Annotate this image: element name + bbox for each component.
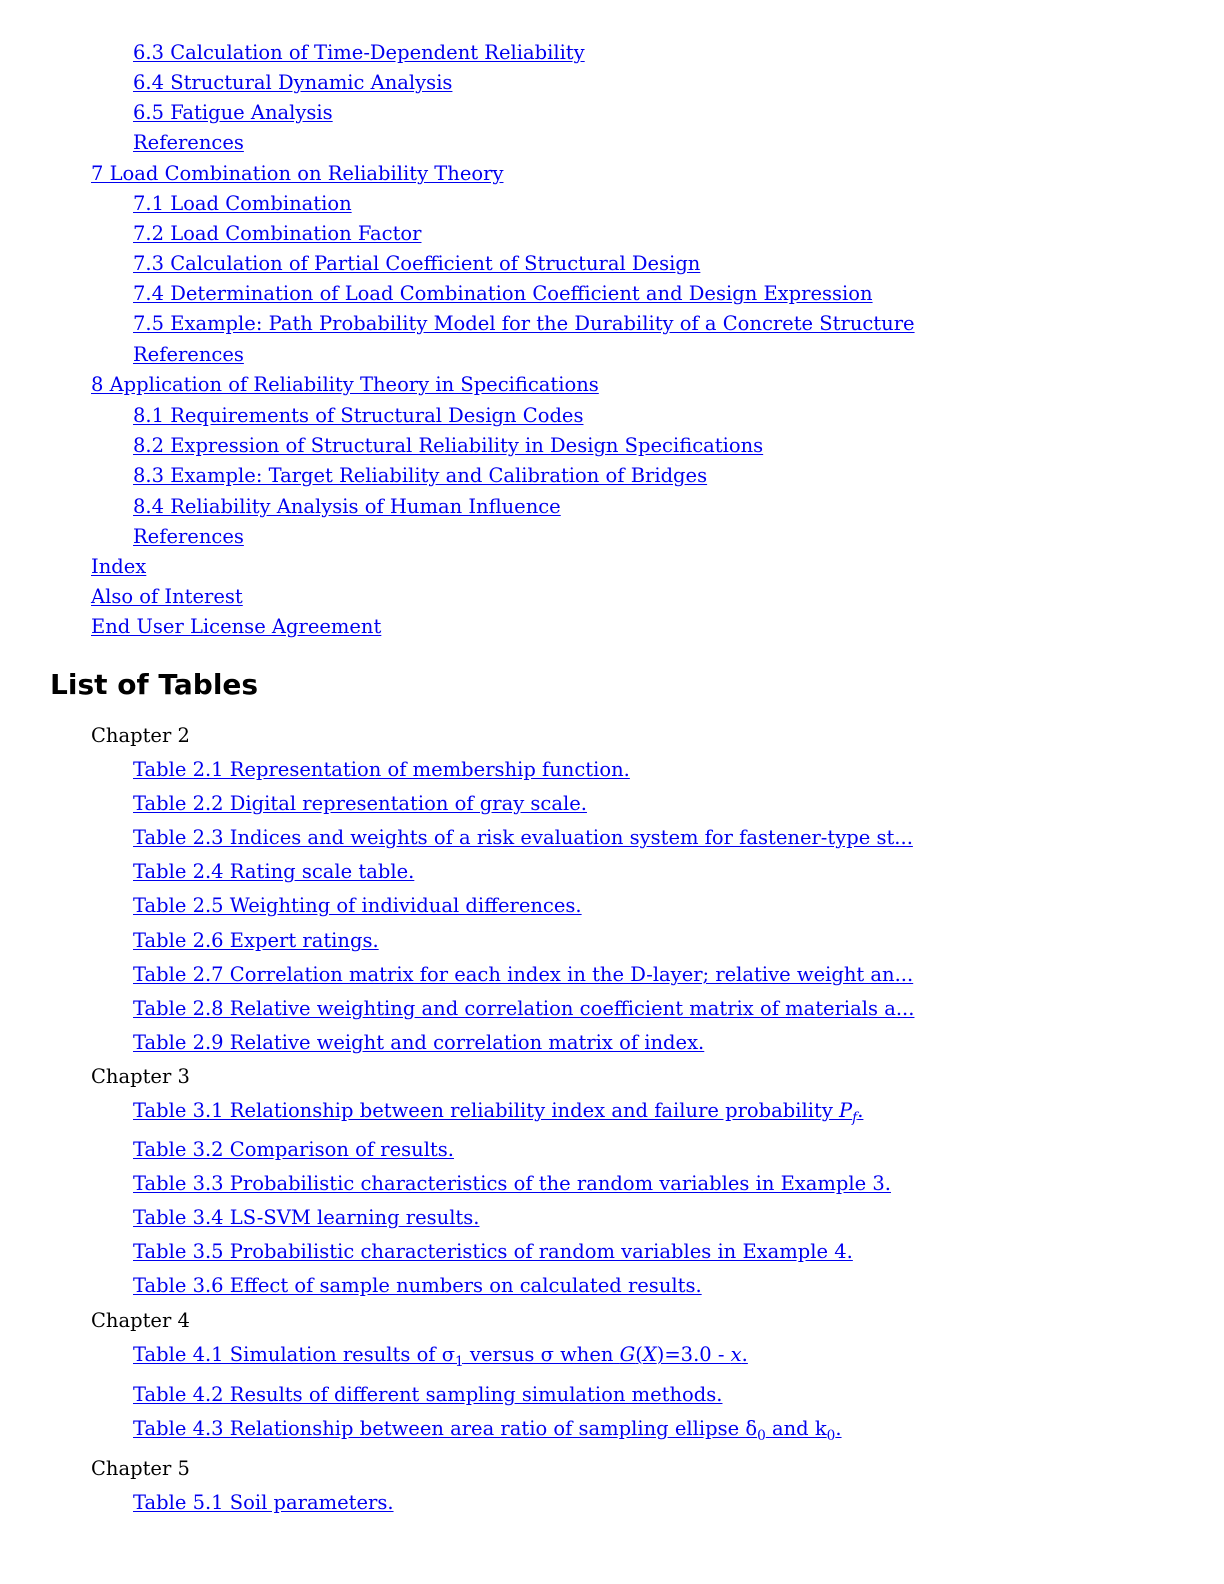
table-link-text: versus σ when <box>463 1343 620 1366</box>
table-link-2-3[interactable]: Table 2.3 Indices and weights of a risk evaluation system for fastener-type st... <box>133 826 913 849</box>
table-link-2-5[interactable]: Table 2.5 Weighting of individual differences. <box>133 894 582 917</box>
table-link-3-3[interactable]: Table 3.3 Probabilistic characteristics of the random variables in Example 3. <box>133 1172 891 1195</box>
table-link-2-6[interactable]: Table 2.6 Expert ratings. <box>133 929 379 952</box>
chapter-label: Chapter 2 <box>91 724 190 747</box>
toc-entry <box>133 312 915 336</box>
table-link-text: Table 3.1 Relationship between reliability index and failure probability <box>133 1099 840 1122</box>
table-entry <box>133 929 379 953</box>
toc-entry <box>133 192 352 216</box>
table-link-5-1[interactable]: Table 5.1 Soil parameters. <box>133 1491 394 1514</box>
math-symbol: P <box>839 1099 853 1122</box>
math-subscript: 0 <box>757 1427 766 1444</box>
toc-entry <box>133 71 452 95</box>
toc-entry <box>133 525 244 549</box>
toc-link-8-2[interactable]: 8.2 Expression of Structural Reliability in Design Specifications <box>133 434 764 457</box>
toc-link-7-3[interactable]: 7.3 Calculation of Partial Coefficient of Structural Design <box>133 252 701 275</box>
toc-entry <box>133 495 561 519</box>
toc-entry <box>133 404 583 428</box>
toc-entry <box>133 282 873 306</box>
toc-entry <box>91 555 146 579</box>
math-paren: ( <box>635 1343 643 1366</box>
toc-link-chapter-7[interactable]: 7 Load Combination on Reliability Theory <box>91 162 504 185</box>
math-symbol: x <box>730 1343 742 1366</box>
table-link-2-2[interactable]: Table 2.2 Digital representation of gray scale. <box>133 792 587 815</box>
toc-link-eula[interactable]: End User License Agreement <box>91 615 382 638</box>
toc-entry <box>133 222 421 246</box>
table-entry <box>133 860 414 884</box>
table-entry <box>133 826 913 850</box>
table-link-4-1[interactable] <box>133 1343 748 1370</box>
table-entry <box>133 1343 748 1374</box>
toc-link-8-4[interactable]: 8.4 Reliability Analysis of Human Influence <box>133 495 561 518</box>
table-link-3-2[interactable]: Table 3.2 Comparison of results. <box>133 1138 454 1161</box>
toc-link-7-5[interactable]: 7.5 Example: Path Probability Model for the Durability of a Concrete Structure <box>133 312 915 335</box>
math-subscript: 0 <box>826 1427 836 1444</box>
toc-link-index[interactable]: Index <box>91 555 147 578</box>
toc-entry <box>91 585 243 609</box>
toc-link-7-1[interactable]: 7.1 Load Combination <box>133 192 352 215</box>
table-entry <box>133 1240 853 1264</box>
toc-link-references-7[interactable]: References <box>133 343 244 366</box>
table-entry <box>133 1491 394 1515</box>
table-link-2-7[interactable]: Table 2.7 Correlation matrix for each index in the D-layer; relative weight an... <box>133 963 914 986</box>
toc-link-references-8[interactable]: References <box>133 525 244 548</box>
toc-link-also-of-interest[interactable]: Also of Interest <box>91 585 243 608</box>
table-entry <box>133 1031 704 1055</box>
chapter-label: Chapter 5 <box>91 1457 190 1480</box>
toc-link-7-4[interactable]: 7.4 Determination of Load Combination Coefficient and Design Expression <box>133 282 873 305</box>
toc-link-6-3[interactable]: 6.3 Calculation of Time-Dependent Reliability <box>133 41 585 64</box>
math-expression: )=3.0 - <box>656 1343 731 1366</box>
toc-entry <box>133 252 700 276</box>
table-entry <box>133 1138 454 1162</box>
toc-entry <box>133 343 244 367</box>
toc-entry <box>91 615 381 639</box>
table-link-text: and k <box>765 1417 827 1440</box>
table-entry <box>133 963 913 987</box>
table-link-end: . <box>835 1417 842 1440</box>
table-link-3-6[interactable]: Table 3.6 Effect of sample numbers on calculated results. <box>133 1274 702 1297</box>
toc-link-references-6[interactable]: References <box>133 131 244 154</box>
toc-entry <box>91 373 599 397</box>
table-entry <box>133 792 587 816</box>
math-symbol: G <box>619 1343 636 1366</box>
toc-link-6-5[interactable]: 6.5 Fatigue Analysis <box>133 101 333 124</box>
table-entry <box>133 758 630 782</box>
toc-link-8-1[interactable]: 8.1 Requirements of Structural Design Codes <box>133 404 584 427</box>
table-entry <box>133 997 914 1021</box>
math-subscript: 1 <box>455 1353 464 1370</box>
table-link-end: . <box>857 1099 864 1122</box>
table-link-text: Table 4.1 Simulation results of σ <box>133 1343 456 1366</box>
table-entry <box>133 1206 479 1230</box>
table-link-2-9[interactable]: Table 2.9 Relative weight and correlation matrix of index. <box>133 1031 705 1054</box>
toc-entry <box>91 162 503 186</box>
table-link-end: . <box>741 1343 748 1366</box>
table-entry <box>133 894 582 918</box>
toc-entry <box>133 131 244 155</box>
table-link-3-1[interactable] <box>133 1099 864 1126</box>
toc-link-6-4[interactable]: 6.4 Structural Dynamic Analysis <box>133 71 453 94</box>
table-entry <box>133 1383 722 1407</box>
table-link-4-2[interactable]: Table 4.2 Results of different sampling simulation methods. <box>133 1383 723 1406</box>
table-link-3-4[interactable]: Table 3.4 LS-SVM learning results. <box>133 1206 480 1229</box>
table-link-3-5[interactable]: Table 3.5 Probabilistic characteristics of random variables in Example 4. <box>133 1240 853 1263</box>
table-entry <box>133 1417 842 1448</box>
toc-entry <box>133 464 707 488</box>
math-symbol: X <box>642 1343 657 1366</box>
table-entry <box>133 1099 863 1130</box>
math-subscript: f <box>852 1109 858 1126</box>
table-link-4-3[interactable] <box>133 1417 842 1444</box>
table-link-2-4[interactable]: Table 2.4 Rating scale table. <box>133 860 415 883</box>
chapter-label: Chapter 4 <box>91 1309 190 1332</box>
toc-entry <box>133 101 333 125</box>
table-entry <box>133 1172 891 1196</box>
table-entry <box>133 1274 702 1298</box>
table-link-text: Table 4.3 Relationship between area ratio of sampling ellipse δ <box>133 1417 758 1440</box>
list-of-tables-heading: List of Tables <box>50 668 259 701</box>
table-link-2-8[interactable]: Table 2.8 Relative weighting and correlation coefficient matrix of materials a... <box>133 997 915 1020</box>
chapter-label: Chapter 3 <box>91 1065 190 1088</box>
toc-entry <box>133 41 585 65</box>
toc-link-8-3[interactable]: 8.3 Example: Target Reliability and Calibration of Bridges <box>133 464 708 487</box>
toc-link-7-2[interactable]: 7.2 Load Combination Factor <box>133 222 422 245</box>
toc-link-chapter-8[interactable]: 8 Application of Reliability Theory in Specifications <box>91 373 599 396</box>
table-link-2-1[interactable]: Table 2.1 Representation of membership function. <box>133 758 630 781</box>
toc-entry <box>133 434 763 458</box>
